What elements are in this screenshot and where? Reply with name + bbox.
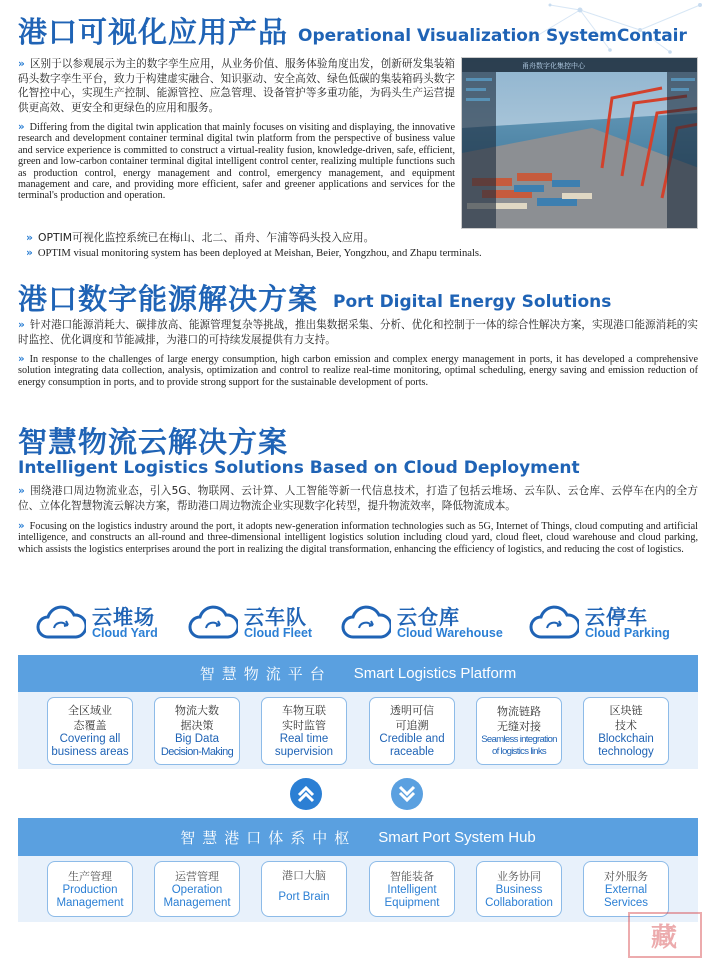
hub-card: 业务协同 Business Collaboration xyxy=(476,861,562,917)
bullet-arrow-icon: » xyxy=(18,319,25,331)
hub-card: 生产管理 Production Management xyxy=(47,861,133,917)
cloud-yard-en: Cloud Yard xyxy=(92,626,158,640)
cloud-sync-icon xyxy=(529,605,579,641)
cloud-sync-icon xyxy=(36,605,86,641)
cloud-warehouse-cn: 云仓库 xyxy=(397,605,460,629)
section1-paragraph-en: » Differing from the digital twin application that mainly focuses on visiting and displaying, the innovative research and development container terminal digital twin platform from the perspective of business value and service experience is committed to construct a virtual-reality fusion, knowledge-driven, safe, efficient, green and low-carbon container terminal digital intelligent control center, realizing multiple functions such as production control, energy management and control, emergency management, and equipment management and care, and providing more efficient, safer and greener applications and services for the terminal's production and operation. xyxy=(18,122,455,202)
section1-deployment-cn: » OPTIM可视化监控系统已在梅山、北二、甬舟、乍浦等码头投入应用。 xyxy=(26,231,375,244)
platform-card: 全区域业 态覆盖 Covering all business areas xyxy=(47,697,133,765)
bullet-arrow-icon: » xyxy=(26,231,33,244)
hub-card: 港口大脑 Port Brain xyxy=(261,861,347,917)
cloud-fleet-cn: 云车队 xyxy=(244,605,307,629)
platform-card: 车物互联 实时监管 Real time supervision xyxy=(261,697,347,765)
section3-title-en: Intelligent Logistics Solutions Based on Cloud Deployment xyxy=(18,458,580,478)
section3-paragraph-cn: » 围绕港口周边物流业态，引入5G、物联网、云计算、人工智能等新一代信息技术，打造了包括云堆场、云车队、云仓库、云停车在内的全方位、立体化智慧物流云解决方案，帮助港口周边物流企业实现数字化转型，提升物流效率，降低物流成本。 xyxy=(18,485,698,512)
photo-screen-title: 甬舟数字化集控中心 xyxy=(522,62,585,70)
platform-title-cn: 智慧物流平台 xyxy=(199,665,332,683)
bullet-arrow-icon: » xyxy=(18,485,25,497)
platform-card: 物流链路 无缝对接 Seamless integration of logistics links xyxy=(476,697,562,765)
section2-paragraph-en: » In response to the challenges of large energy consumption, high carbon emission and complex energy management in ports, it has developed a comprehensive solution integrating data collection, analysis, optimization and control to realize real-time monitoring, optimal scheduling, energy saving and emission reduction of energy consumption in ports, and to provide strong support for the sustainable development of ports. xyxy=(18,354,698,388)
hub-card: 智能装备 Intelligent Equipment xyxy=(369,861,455,917)
watermark-stamp: 藏 xyxy=(628,912,702,958)
bullet-arrow-icon: » xyxy=(18,122,25,133)
cloud-fleet-en: Cloud Fleet xyxy=(244,626,313,640)
cloud-sync-icon xyxy=(188,605,238,641)
section1-paragraph-cn: » 区别于以参观展示为主的数字孪生应用，从业务价值、服务体验角度出发，创新研发集装箱码头数字孪生平台，致力于构建虚实融合、知识驱动、安全高效、绿色低碳的集装箱码头数字化智控中心，实现生产控制、能源管控、应急管理、设备管护等多重功能，为码头生产运营提供更高效、更安全和更绿色的应用和服务。 xyxy=(18,58,455,114)
hub-card: 运营管理 Operation Management xyxy=(154,861,240,917)
section2-title-en: Port Digital Energy Solutions xyxy=(333,292,612,312)
hub-title-en: Smart Port System Hub xyxy=(378,828,536,846)
section1-title-cn: 港口可视化应用产品 xyxy=(18,15,289,49)
cloud-parking-cn: 云停车 xyxy=(585,605,648,629)
port-digital-twin-image xyxy=(461,57,698,229)
cloud-sync-icon xyxy=(341,605,391,641)
bullet-arrow-icon: » xyxy=(18,521,25,532)
hub-card: 对外服务 External Services xyxy=(583,861,669,917)
cloud-yard-cn: 云堆场 xyxy=(92,605,155,629)
platform-card: 透明可信 可追溯 Credible and raceable xyxy=(369,697,455,765)
platform-card: 物流大数 据决策 Big Data Decision-Making xyxy=(154,697,240,765)
chevron-down-icon xyxy=(390,777,424,811)
bullet-arrow-icon: » xyxy=(18,58,25,70)
platform-card: 区块链 技术 Blockchain technology xyxy=(583,697,669,765)
bullet-arrow-icon: » xyxy=(18,354,25,365)
bullet-arrow-icon: » xyxy=(26,247,33,259)
smart-port-hub-header xyxy=(18,818,698,856)
platform-title-en: Smart Logistics Platform xyxy=(353,665,517,682)
smart-logistics-platform-header xyxy=(18,655,698,692)
section3-paragraph-en: » Focusing on the logistics industry around the port, it adopts new-generation information technologies such as 5G, Internet of Things, cloud computing and artificial intelligence, and constructs an all-round and three-dimensional intelligent logistics solution including cloud yard, cloud fleet, cloud warehouse and cloud parking, which assists the logistics enterprises around the port in realizing the digital transformation, enhancing the efficiency of logistics, and reducing the cost of logistics. xyxy=(18,521,698,555)
section1-title-en: Operational Visualization SystemContair xyxy=(298,26,687,46)
chevron-up-icon xyxy=(289,777,323,811)
section2-paragraph-cn: » 针对港口能源消耗大、碳排放高、能源管理复杂等挑战，推出集数据采集、分析、优化和控制于一体的综合性解决方案，实现港口能源消耗的实时监控、优化调度和节能减排，为港口的可持续发展提供有力支持。 xyxy=(18,319,698,346)
cloud-warehouse-en: Cloud Warehouse xyxy=(397,626,503,640)
hub-title-cn: 智慧港口体系中枢 xyxy=(180,828,357,847)
section3-title-cn: 智慧物流云解决方案 xyxy=(18,425,289,459)
section2-title-cn: 港口数字能源解决方案 xyxy=(18,282,319,316)
section1-deployment-en: » OPTIM visual monitoring system has been deployed at Meishan, Beier, Yongzhou, and Zhapu terminals. xyxy=(26,247,482,259)
cloud-parking-en: Cloud Parking xyxy=(585,626,670,640)
